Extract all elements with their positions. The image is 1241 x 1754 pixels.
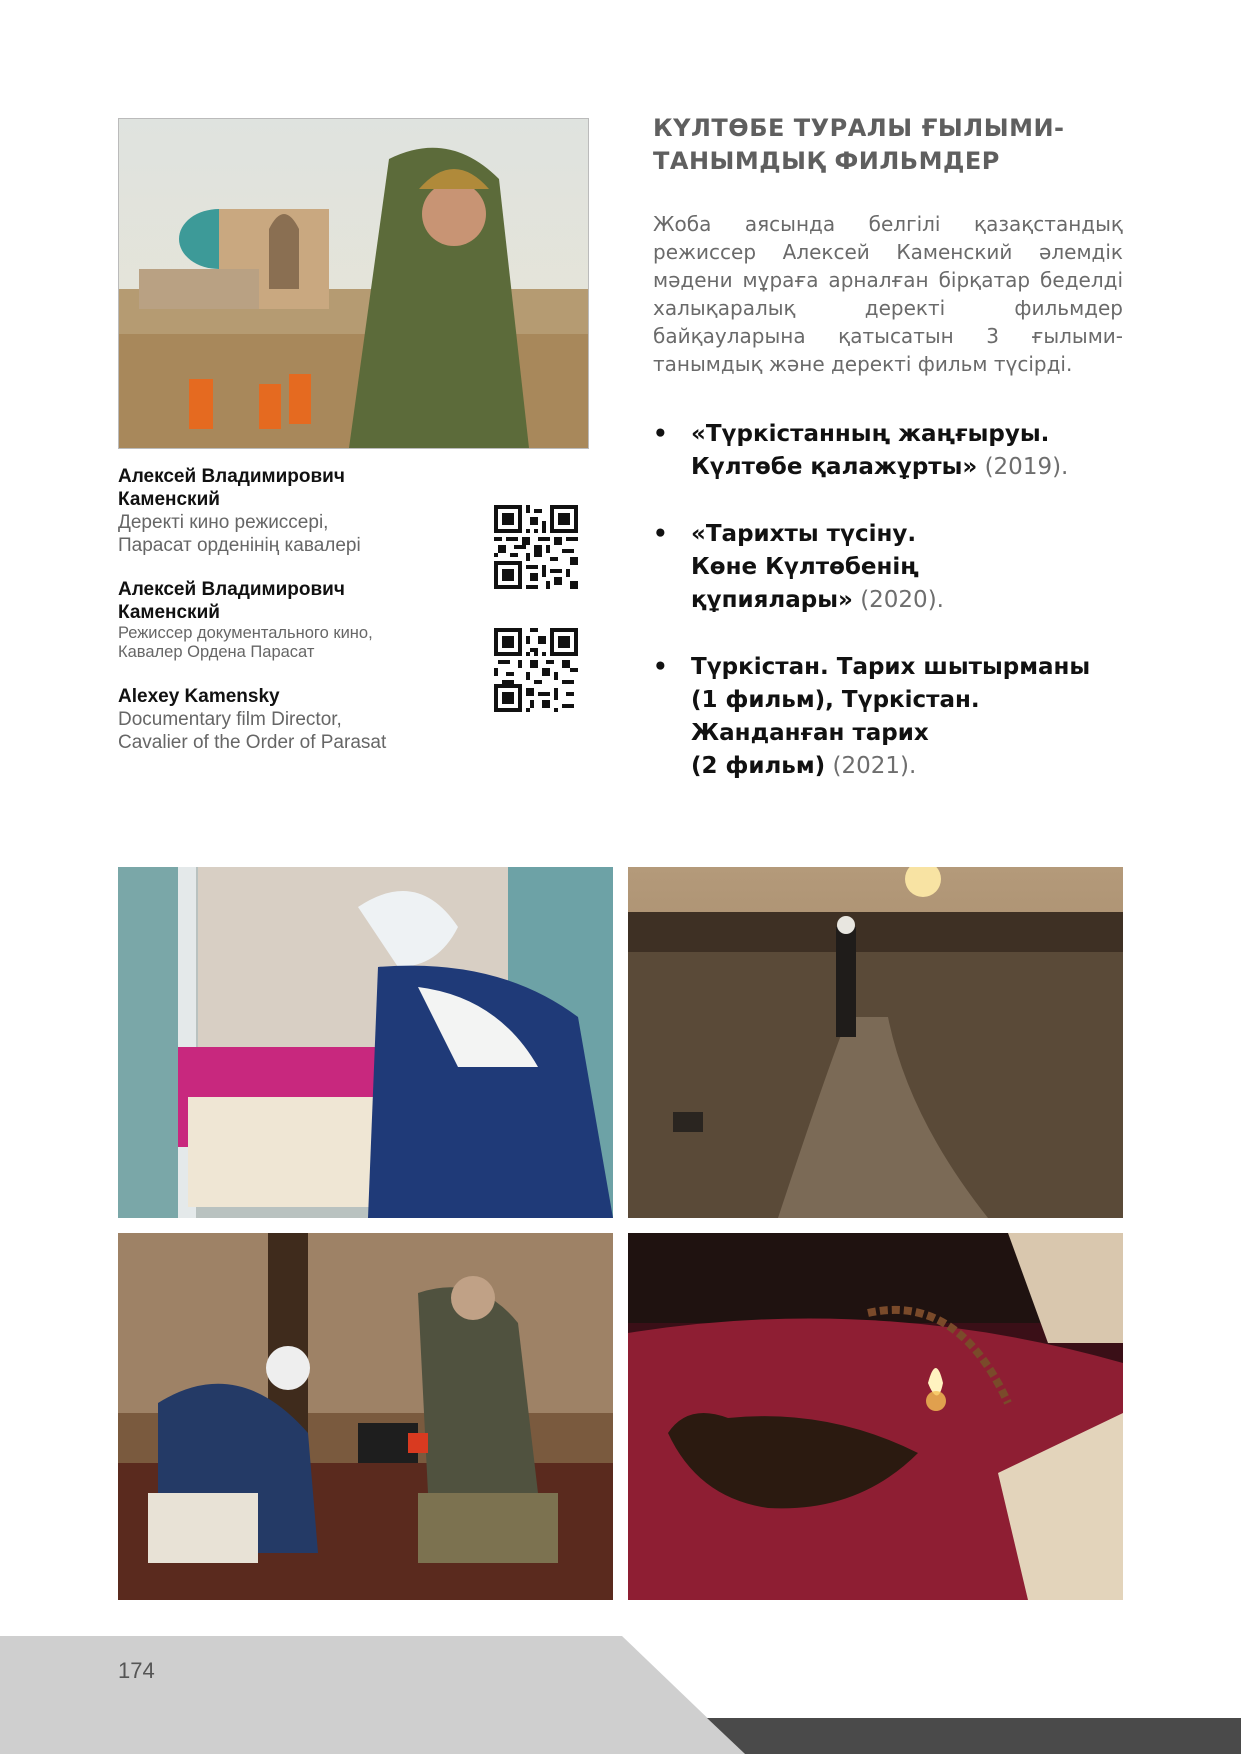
film-list: [653, 418, 1133, 817]
film-title-line: Түркістан. Тарих шытырманы: [691, 654, 1091, 680]
caption-role: Cavalier of the Order of Parasat: [118, 732, 387, 753]
caption-name: Каменский: [118, 489, 220, 510]
qr-code-icon[interactable]: [494, 628, 578, 712]
film-title-line: (2 фильм): [691, 753, 826, 779]
film-year: (2021).: [832, 753, 917, 779]
film-title-line: Көне Күлтөбенің: [691, 554, 919, 580]
qr-code-icon[interactable]: [494, 505, 578, 589]
title-line-1: КҮЛТӨБЕ ТУРАЛЫ ҒЫЛЫМИ-: [653, 114, 1065, 142]
film-title-line: «Тарихты түсіну.: [691, 521, 917, 547]
caption-role: Режиссер документального кино,: [118, 624, 373, 642]
film-title-line: Күлтөбе қалажұрты»: [691, 454, 978, 480]
film-year: (2019).: [984, 454, 1069, 480]
film-title-line: Жанданған тарих: [691, 720, 929, 746]
caption-role: Парасат орденінің кавалері: [118, 535, 361, 556]
footer-band: [0, 1636, 1241, 1754]
photo-sunset-figure: [628, 867, 1123, 1218]
film-item: • «Тарихты түсіну. Көне Күлтөбенің құпиялары» (2020).: [653, 521, 944, 613]
film-year: (2020).: [860, 587, 944, 613]
caption-name: Каменский: [118, 602, 220, 623]
photo-oil-lamp: [628, 1233, 1123, 1600]
page-number: 174: [118, 1658, 155, 1683]
film-title-line: (1 фильм), Түркістан.: [691, 687, 980, 713]
photo-scribe-writing: [118, 867, 613, 1218]
film-item: • «Түркістанның жаңғыруы. Күлтөбе қалажұрты» (2019).: [653, 421, 1069, 480]
caption-role: Кавалер Ордена Парасат: [118, 643, 315, 661]
film-item: • Түркістан. Тарих шытырманы (1 фильм), Түркістан. Жанданған тарих (2 фильм) (2021).: [653, 654, 1091, 779]
photo-filming-scene: [118, 1233, 613, 1600]
caption-english: [118, 685, 478, 754]
caption-role: Documentary film Director,: [118, 709, 342, 730]
director-portrait-photo: [118, 118, 589, 449]
page-title: [653, 112, 1123, 178]
caption-russian: [118, 578, 478, 662]
title-line-2: ТАНЫМДЫҚ ФИЛЬМДЕР: [653, 147, 1000, 175]
film-title-line: құпиялары»: [691, 587, 853, 613]
caption-name: Alexey Kamensky: [118, 686, 280, 707]
caption-name: Алексей Владимирович: [118, 466, 345, 487]
intro-paragraph: Жоба аясында белгілі қазақстандық режиссер Алексей Каменский әлемдік мәдени мұраға арналған бірқатар беделді халықаралық деректі фильмдер байқауларына қатысатын 3 ғылыми-танымдық және деректі фильм түсірді.: [653, 212, 1123, 376]
caption-role: Деректі кино режиссері,: [118, 512, 329, 533]
film-title-line: «Түркістанның жаңғыруы.: [691, 421, 1050, 447]
caption-name: Алексей Владимирович: [118, 579, 345, 600]
caption-kazakh: [118, 465, 478, 557]
